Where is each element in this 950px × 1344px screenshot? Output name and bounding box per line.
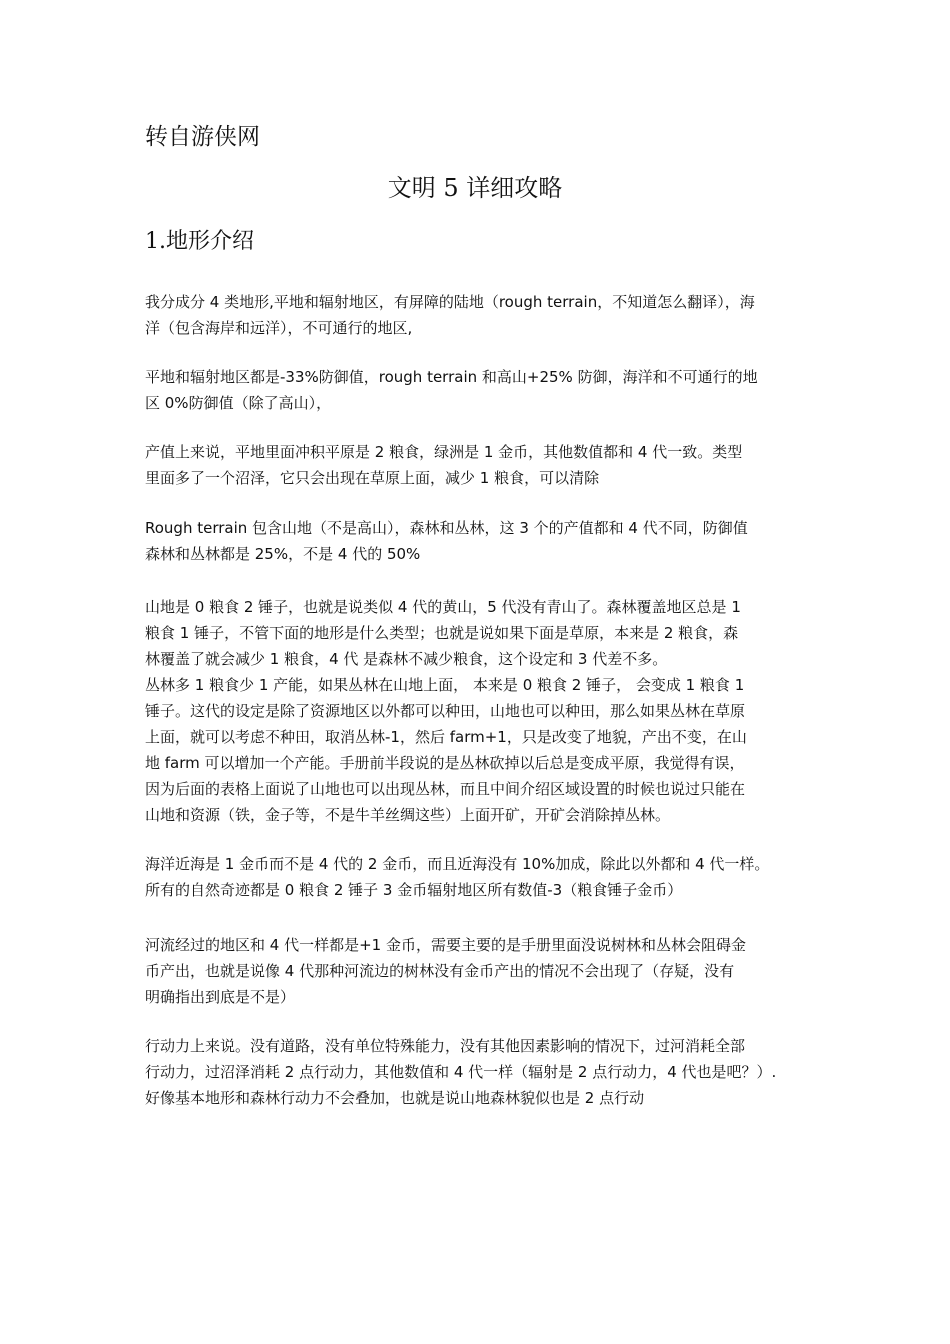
text-line: 币产出，也就是说像 4 代那种河流边的树林没有金币产出的情况不会出现了（存疑，没有 (145, 962, 735, 980)
text-line: 平地和辐射地区都是-33%防御值，rough terrain 和高山+25% 防御，海洋和不可通行的地 (145, 368, 758, 386)
page-title: 文明 5 详细攻略 (387, 174, 563, 202)
text-line: 所有的自然奇迹都是 0 粮食 2 锤子 3 金币辐射地区所有数值-3（粮食锤子金币） (145, 881, 683, 899)
text-line: 因为后面的表格上面说了山地也可以出现丛林，而且中间介绍区域设置的时候也说过只能在 (145, 780, 746, 798)
text-line: 海洋近海是 1 金币而不是 4 代的 2 金币，而且近海没有 10%加成，除此以外都和 4 代一样。 (145, 855, 770, 873)
text-line: 丛林多 1 粮食少 1 产能，如果丛林在山地上面， 本来是 0 粮食 2 锤子， 会变成 1 粮食 1 (145, 676, 745, 694)
text-line: 产值上来说，平地里面冲积平原是 2 粮食，绿洲是 1 金币，其他数值都和 4 代一致。类型 (145, 443, 743, 461)
paragraph-yields (145, 439, 815, 491)
text-line: 林覆盖了就会减少 1 粮食，4 代 是森林不减少粮食，这个设定和 3 代差不多。 (145, 650, 668, 668)
text-line: Rough terrain 包含山地（不是高山），森林和丛林，这 3 个的产值都和 4 代不同，防御值 (145, 519, 748, 537)
paragraph-movement (145, 1033, 815, 1111)
text-line: 行动力上来说。没有道路，没有单位特殊能力，没有其他因素影响的情况下，过河消耗全部 (145, 1037, 746, 1055)
text-line: 里面多了一个沼泽，它只会出现在草原上面，减少 1 粮食，可以清除 (145, 469, 600, 487)
text-line: 上面，就可以考虑不种田，取消丛林-1，然后 farm+1，只是改变了地貌，产出不变，在山 (145, 728, 747, 746)
text-line: 山地和资源（铁，金子等，不是牛羊丝绸这些）上面开矿，开矿会消除掉丛林。 (145, 806, 671, 824)
text-line: 地 farm 可以增加一个产能。手册前半段说的是丛林砍掉以后总是变成平原，我觉得有误， (145, 754, 745, 772)
paragraph-terrain-types (145, 289, 815, 341)
text-line: 好像基本地形和森林行动力不会叠加，也就是说山地森林貌似也是 2 点行动 (145, 1089, 645, 1107)
text-line: 山地是 0 粮食 2 锤子，也就是说类似 4 代的黄山，5 代没有青山了。森林覆盖地区总是 1 (145, 598, 741, 616)
paragraph-rough-terrain (145, 515, 815, 567)
paragraph-rivers (145, 932, 815, 1010)
text-line: 明确指出到底是不是） (145, 988, 296, 1006)
paragraph-hills-forest-jungle (145, 594, 815, 828)
text-line: 行动力，过沼泽消耗 2 点行动力，其他数值和 4 代一样（辐射是 2 点行动力，4 代也是吧？）. (145, 1063, 777, 1081)
section-heading: 1.地形介绍 (145, 229, 254, 254)
text-line: 河流经过的地区和 4 代一样都是+1 金币，需要主要的是手册里面没说树林和丛林会阻碍金 (145, 936, 746, 954)
paragraph-defense (145, 364, 815, 416)
paragraph-ocean-wonders (145, 851, 815, 903)
text-line: 粮食 1 锤子，不管下面的地形是什么类型；也就是说如果下面是草原，本来是 2 粮食，森 (145, 624, 739, 642)
text-line: 我分成分 4 类地形,平地和辐射地区，有屏障的陆地（rough terrain，不知道怎么翻译），海 (145, 293, 755, 311)
text-line: 区 0%防御值（除了高山）， (145, 394, 332, 412)
text-line: 森林和丛林都是 25%，不是 4 代的 50% (145, 545, 421, 563)
text-line: 锤子。这代的设定是除了资源地区以外都可以种田，山地也可以种田，那么如果丛林在草原 (145, 702, 746, 720)
source-note: 转自游侠网 (145, 124, 260, 150)
text-line: 洋（包含海岸和远洋），不可通行的地区, (145, 319, 413, 337)
